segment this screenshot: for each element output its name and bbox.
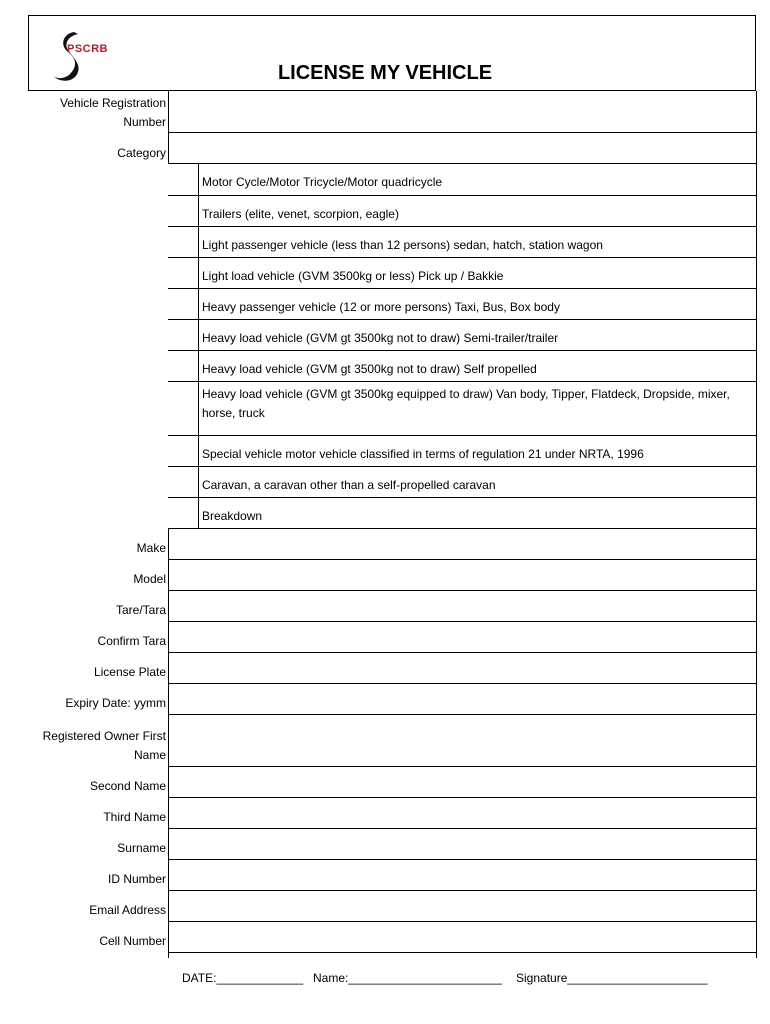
row-divider	[168, 163, 756, 164]
category-checkbox[interactable]	[168, 497, 199, 529]
surname-input[interactable]	[170, 838, 758, 859]
vehicle-registration-input[interactable]	[170, 112, 758, 133]
row-divider	[168, 288, 756, 289]
third-name-label: Third Name	[103, 810, 166, 824]
tare-label: Tare/Tara	[115, 603, 166, 617]
model-label: Model	[133, 572, 166, 586]
category-checkbox[interactable]	[168, 288, 199, 320]
logo-text: PSCRB	[67, 43, 109, 55]
license-plate-input[interactable]	[170, 662, 758, 683]
row-divider	[168, 766, 756, 767]
row-divider	[168, 952, 756, 953]
row-divider	[168, 381, 756, 382]
category-checkbox[interactable]	[168, 350, 199, 382]
owner-first-name-input[interactable]	[170, 745, 758, 766]
category-checkbox[interactable]	[168, 381, 199, 436]
row-divider	[168, 859, 756, 860]
expiry-date-input[interactable]	[170, 693, 758, 714]
second-name-label: Second Name	[89, 779, 166, 793]
row-divider	[168, 195, 756, 196]
category-checkbox[interactable]	[168, 257, 199, 289]
second-name-input[interactable]	[170, 776, 758, 797]
row-divider	[168, 890, 756, 891]
category-option-label: Light load vehicle (GVM 3500kg or less) Pick up / Bakkie	[202, 269, 504, 283]
row-divider	[168, 559, 756, 560]
category-option-label: Heavy passenger vehicle (12 or more persons) Taxi, Bus, Box body	[202, 300, 560, 314]
category-checkbox[interactable]	[168, 226, 199, 258]
cell-number-label: Cell Number	[99, 934, 166, 948]
row-divider	[168, 590, 756, 591]
category-label: Category	[117, 146, 166, 160]
cell-number-input[interactable]	[170, 931, 758, 952]
confirm-tara-input[interactable]	[170, 631, 758, 652]
row-divider	[168, 319, 756, 320]
row-divider	[168, 350, 756, 351]
make-input[interactable]	[170, 538, 758, 559]
row-divider	[168, 683, 756, 684]
signature-line[interactable]: Signature_____________________	[516, 971, 708, 985]
category-checkbox[interactable]	[168, 163, 199, 196]
category-checkbox[interactable]	[168, 466, 199, 498]
email-address-label: Email Address	[89, 903, 166, 917]
row-divider	[168, 921, 756, 922]
row-divider	[168, 226, 756, 227]
category-checkbox[interactable]	[168, 319, 199, 351]
row-divider	[168, 257, 756, 258]
category-option-label: Heavy load vehicle (GVM gt 3500kg not to draw) Self propelled	[202, 362, 537, 376]
id-number-input[interactable]	[170, 869, 758, 890]
category-option-label: Caravan, a caravan other than a self-propelled caravan	[202, 478, 496, 492]
make-label: Make	[136, 541, 166, 555]
email-address-input[interactable]	[170, 900, 758, 921]
category-checkbox[interactable]	[168, 195, 199, 227]
date-line[interactable]: DATE:_____________	[182, 971, 304, 985]
license-plate-label: License Plate	[93, 665, 166, 679]
row-divider	[168, 466, 756, 467]
confirm-tara-label: Confirm Tara	[97, 634, 166, 648]
id-number-label: ID Number	[107, 872, 166, 886]
surname-label: Surname	[117, 841, 166, 855]
category-option-label: Breakdown	[202, 509, 263, 523]
page-title: LICENSE MY VEHICLE	[277, 62, 493, 84]
row-divider	[168, 132, 756, 133]
category-checkbox[interactable]	[168, 435, 199, 467]
row-divider	[168, 435, 756, 436]
name-line[interactable]: Name:_______________________	[313, 971, 502, 985]
category-option-label: Heavy load vehicle (GVM gt 3500kg not to draw) Semi-trailer/trailer	[202, 331, 559, 345]
row-divider	[168, 652, 756, 653]
row-divider	[168, 528, 756, 529]
row-divider	[168, 497, 756, 498]
category-option-label: Heavy load vehicle (GVM gt 3500kg equipped to draw) Van body, Tipper, Flatdeck, Dropside, mixer, horse, truck	[202, 387, 730, 420]
row-divider	[168, 828, 756, 829]
model-input[interactable]	[170, 569, 758, 590]
third-name-input[interactable]	[170, 807, 758, 828]
row-divider	[168, 714, 756, 715]
category-option-label: Motor Cycle/Motor Tricycle/Motor quadricycle	[202, 175, 443, 189]
category-option-label: Special vehicle motor vehicle classified in terms of regulation 21 under NRTA, 1996	[202, 447, 644, 461]
vehicle-registration-label: Vehicle Registration Number	[59, 96, 166, 129]
row-divider	[168, 621, 756, 622]
row-divider	[168, 797, 756, 798]
category-option-label: Light passenger vehicle (less than 12 persons) sedan, hatch, station wagon	[202, 238, 603, 252]
expiry-date-label: Expiry Date: yymm	[65, 696, 166, 710]
owner-first-name-label: Registered Owner First Name	[42, 729, 166, 762]
tare-input[interactable]	[170, 600, 758, 621]
category-option-label: Trailers (elite, venet, scorpion, eagle)	[202, 207, 399, 221]
